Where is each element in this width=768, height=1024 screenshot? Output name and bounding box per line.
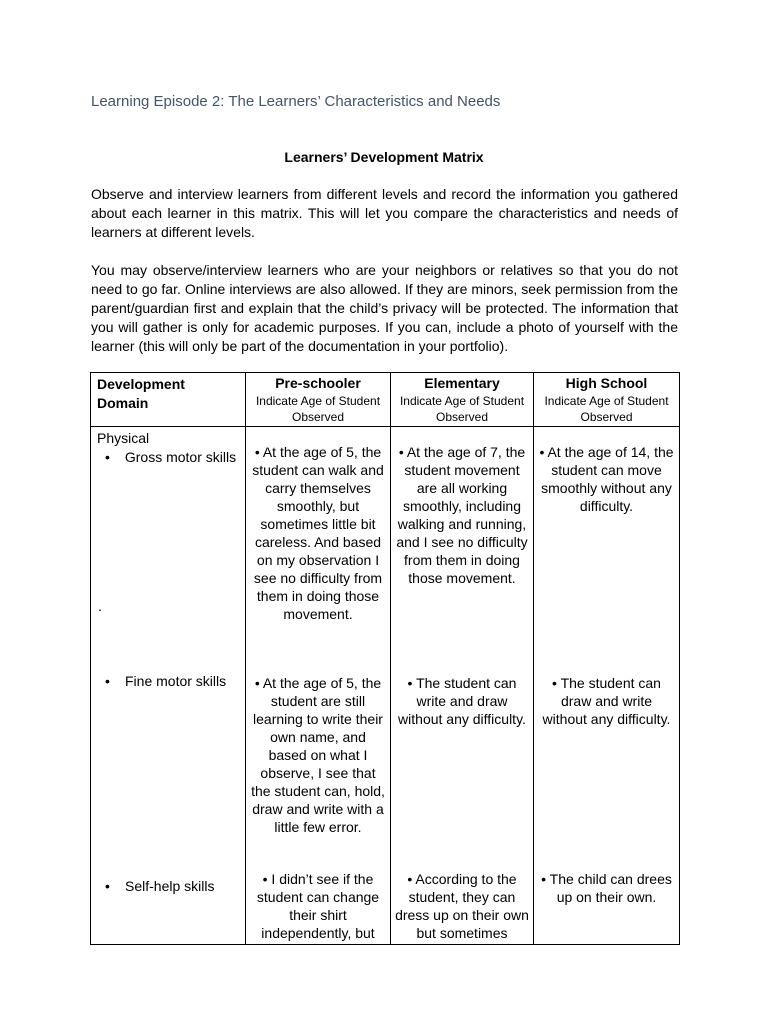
bullet: • xyxy=(105,673,110,689)
header-row xyxy=(91,373,680,427)
domain-cell-physical xyxy=(91,427,246,945)
column-header-elementary xyxy=(391,373,534,427)
instruction-paragraph-1: Observe and interview learners from different levels and record the information you gathered about each learner in this matrix. This will let you compare the characteristics and needs of learners at different levels. xyxy=(91,186,678,240)
column-header-preschool xyxy=(246,373,391,427)
age-indicator: Indicate Age of Student Observed xyxy=(544,394,669,424)
bullet: • xyxy=(105,878,110,894)
level-label: High School xyxy=(565,375,648,391)
bullet: • xyxy=(105,449,110,465)
entry-fine-preschool: • At the age of 5, the student are still learning to write their own name, and based on what I observe, I see that the student can, hold, draw and write with a little few error. xyxy=(251,675,385,835)
skill-gross-motor xyxy=(97,448,239,466)
skill-label: Self-help skills xyxy=(125,878,215,894)
stray-mark: . xyxy=(98,598,102,614)
instruction-paragraph-2: You may observe/interview learners who are your neighbors or relatives so that you do not need to go far. Online interviews are also allowed. If they are minors, seek permission from the parent/guardian first and explain that the child’s privacy will be protected. The information that you will gather is only for academic purposes. If you can, include a photo of yourself with the learner (this will only be part of the documentation in your portfolio). xyxy=(91,262,678,354)
age-indicator: Indicate Age of Student Observed xyxy=(255,394,381,424)
entry-fine-elementary: • The student can write and draw without any difficulty. xyxy=(398,675,526,727)
high-school-column-cell xyxy=(534,427,680,945)
episode-title: Learning Episode 2: The Learners’ Characteristics and Needs xyxy=(91,93,501,110)
level-label: Pre-schooler xyxy=(275,375,361,391)
skill-label: Fine motor skills xyxy=(125,673,227,689)
entry-gross-high-school: • At the age of 14, the student can move smoothly without any difficulty. xyxy=(539,444,674,514)
matrix-title: Learners’ Development Matrix xyxy=(284,149,484,165)
skill-label: Gross motor skills xyxy=(124,449,237,465)
entry-gross-preschool: • At the age of 5, the student can walk and carry themselves smoothly, but sometimes little bit careless. And based on my observation I see no difficulty from them in doing those movement. xyxy=(252,444,384,622)
domain-header-cell xyxy=(91,373,246,427)
entry-selfhelp-preschool: • I didn’t see if the student can change their shirt independently, but xyxy=(256,871,380,941)
entry-fine-high-school: • The student can draw and write without any difficulty. xyxy=(542,675,671,727)
domain-header: Development Domain xyxy=(97,376,185,411)
level-label: Elementary xyxy=(424,375,500,391)
preschool-column-cell xyxy=(246,427,391,945)
elementary-column-cell xyxy=(391,427,534,945)
entry-gross-elementary: • At the age of 7, the student movement are all working smoothly, including walking and running, and I see no difficulty from them in doing those movement. xyxy=(396,444,528,586)
entry-selfhelp-elementary: • According to the student, they can dress up on their own but sometimes xyxy=(395,871,529,941)
age-indicator: Indicate Age of Student Observed xyxy=(399,394,525,424)
domain-label: Physical xyxy=(97,430,150,446)
column-header-high-school xyxy=(534,373,680,427)
development-matrix-table xyxy=(90,372,680,945)
skill-fine-motor xyxy=(97,672,255,690)
skill-self-help xyxy=(97,877,255,895)
entry-selfhelp-high-school: • The child can drees up on their own. xyxy=(541,871,672,905)
physical-domain-row xyxy=(91,427,680,945)
